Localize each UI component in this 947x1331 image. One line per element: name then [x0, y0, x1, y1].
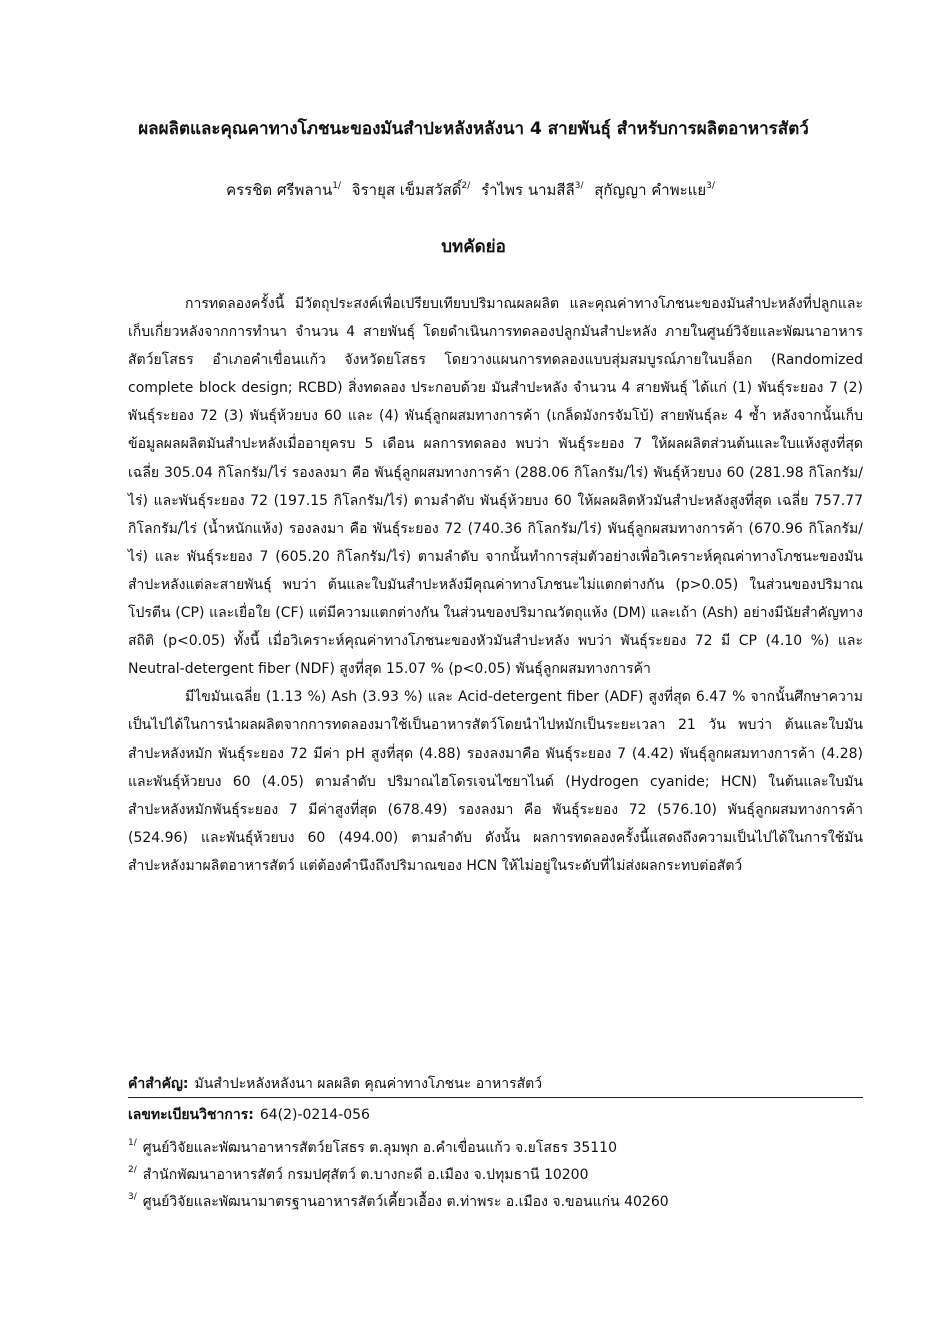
author-list	[0, 174, 947, 202]
footnote-text: ศูนย์วิจัยและพัฒนามาตรฐานอาหารสัตว์เคี้ยวเอื้อง ต.ท่าพระ อ.เมือง จ.ขอนแก่น 40260	[142, 1194, 669, 1210]
author-name: จิรายุส เข็มสวัสดิ์	[351, 181, 462, 199]
footnote-mark: 1/	[128, 1138, 137, 1148]
abstract-paragraph: มีไขมันเฉลี่ย (1.13 %) Ash (3.93 %) และ Acid-detergent fiber (ADF) สูงที่สุด 6.47 % จากนั้นศึกษาความเป็นไปได้ในการนำผลผลิตจากการทดลองมาใช้เป็นอาหารสัตว์โดยนำไปหมักเป็นระยะเวลา 21 วัน พบว่า ต้นและใบมันสำปะหลังหมัก พันธุ์ระยอง 72 มีค่า pH สูงที่สุด (4.88) รองลงมาคือ พันธุ์ระยอง 7 (4.42) พันธุ์ลูกผสมทางการค้า (4.28) และพันธุ์ห้วยบง 60 (4.05) ตามลำดับ ปริมาณไฮโดรเจนไซยาไนด์ (Hydrogen cyanide; HCN) ในต้นและใบมันสำปะหลังหมักพันธุ์ระยอง 7 มีค่าสูงที่สุด (678.49) รองลงมา คือ พันธุ์ระยอง 72 (576.10) พันธุ์ลูกผสมทางการค้า (524.96) และพันธุ์ห้วยบง 60 (494.00) ตามลำดับ ดังนั้น ผลการทดลองครั้งนี้แสดงถึงความเป็นไปได้ในการใช้มันสำปะหลังมาผลิตอาหารสัตว์ แต่ต้องคำนึงถึงปริมาณของ HCN ให้ไม่อยู่ในระดับที่ไม่ส่งผลกระทบต่อสัตว์	[128, 689, 863, 874]
abstract-heading: บทคัดย่อ	[441, 237, 506, 257]
paper-title: ผลผลิตและคุณคาทางโภชนะของมันสำปะหลังหลังนา 4 สายพันธุ์ สำหรับการผลิตอาหารสัตว์	[138, 119, 809, 139]
registration-value: 64(2)-0214-056	[259, 1107, 370, 1123]
keywords-value: มันสำปะหลังหลังนา ผลผลิต คุณค่าทางโภชนะ อาหารสัตว์	[194, 1076, 543, 1092]
registration-line	[128, 1103, 863, 1127]
author-name: สุกัญญา คำพะแย	[594, 181, 707, 199]
author-affiliation-mark: 3/	[574, 181, 584, 191]
footnote	[128, 1158, 863, 1187]
footnote-divider	[128, 1097, 863, 1098]
footnote-mark: 3/	[128, 1192, 137, 1202]
author-name: รำไพร นามสีลี	[481, 181, 575, 199]
registration-label: เลขทะเบียนวิชาการ:	[128, 1107, 254, 1123]
author-affiliation-mark: 3/	[706, 181, 715, 191]
footnote	[128, 1185, 863, 1214]
keywords-label: คำสำคัญ:	[128, 1076, 189, 1092]
keywords-line	[128, 1072, 863, 1096]
abstract-body	[128, 290, 863, 880]
footnote-text: สำนักพัฒนาอาหารสัตว์ กรมปศุสัตว์ ต.บางกะดี อ.เมือง จ.ปทุมธานี 10200	[142, 1167, 589, 1183]
footnote-text: ศูนย์วิจัยและพัฒนาอาหารสัตว์ยโสธร ต.ลุมพุก อ.คำเขื่อนแก้ว จ.ยโสธร 35110	[142, 1140, 617, 1156]
author-affiliation-mark: 2/	[461, 181, 471, 191]
footnote-mark: 2/	[128, 1165, 137, 1175]
author-name: ครรชิต ศรีพลาน	[226, 181, 333, 199]
footnote	[128, 1131, 863, 1160]
abstract-paragraph: การทดลองครั้งนี้ มีวัตถุประสงค์เพื่อเปรียบเทียบปริมาณผลผลิต และคุณค่าทางโภชนะของมันสำปะหลังที่ปลูกและเก็บเกี่ยวหลังจากการทำนา จำนวน 4 สายพันธุ์ โดยดำเนินการทดลองปลูกมันสำปะหลัง ภายในศูนย์วิจัยและพัฒนาอาหารสัตว์ยโสธร อำเภอคำเขื่อนแก้ว จังหวัดยโสธร โดยวางแผนการทดลองแบบสุ่มสมบูรณ์ภายในบล็อก (Randomized complete block design; RCBD) สิ่งทดลอง ประกอบด้วย มันสำปะหลัง จำนวน 4 สายพันธุ์ ได้แก่ (1) พันธุ์ระยอง 7 (2) พันธุ์ระยอง 72 (3) พันธุ์ห้วยบง 60 และ (4) พันธุ์ลูกผสมทางการค้า (เกล็ดมังกรจัมโบ้) สายพันธุ์ละ 4 ซ้ำ หลังจากนั้นเก็บข้อมูลผลผลิตมันสำปะหลังเมื่ออายุครบ 5 เดือน ผลการทดลอง พบว่า พันธุ์ระยอง 7 ให้ผลผลิตส่วนต้นและใบแห้งสูงที่สุด เฉลี่ย 305.04 กิโลกรัม/ไร่ รองลงมา คือ พันธุ์ลูกผสมทางการค้า (288.06 กิโลกรัม/ไร่) พันธุ์ห้วยบง 60 (281.98 กิโลกรัม/ไร่) และพันธุ์ระยอง 72 (197.15 กิโลกรัม/ไร่) ตามลำดับ พันธุ์ห้วยบง 60 ให้ผลผลิตหัวมันสำปะหลังสูงที่สุด เฉลี่ย 757.77 กิโลกรัม/ไร่ (น้ำหนักแห้ง) รองลงมา คือ พันธุ์ระยอง 72 (740.36 กิโลกรัม/ไร่) พันธุ์ลูกผสมทางการค้า (670.96 กิโลกรัม/ไร่) และ พันธุ์ระยอง 7 (605.20 กิโลกรัม/ไร่) ตามลำดับ จากนั้นทำการสุ่มตัวอย่างเพื่อวิเคราะห์คุณค่าทางโภชนะของมันสำปะหลังแต่ละสายพันธุ์ พบว่า ต้นและใบมันสำปะหลังมีคุณค่าทางโภชนะไม่แตกต่างกัน (p>0.05) ในส่วนของปริมาณโปรตีน (CP) และเยื่อใย (CF) แต่มีความแตกต่างกัน ในส่วนของปริมาณวัตถุแห้ง (DM) และเถ้า (Ash) อย่างมีนัยสำคัญทางสถิติ (p<0.05) ทั้งนี้ เมื่อวิเคราะห์คุณค่าทางโภชนะของหัวมันสำปะหลัง พบว่า พันธุ์ระยอง 72 มี CP (4.10 %) และ Neutral-detergent fiber (NDF) สูงที่สุด 15.07 % (p<0.05) พันธุ์ลูกผสมทางการค้า	[128, 296, 863, 678]
author-affiliation-mark: 1/	[332, 181, 342, 191]
